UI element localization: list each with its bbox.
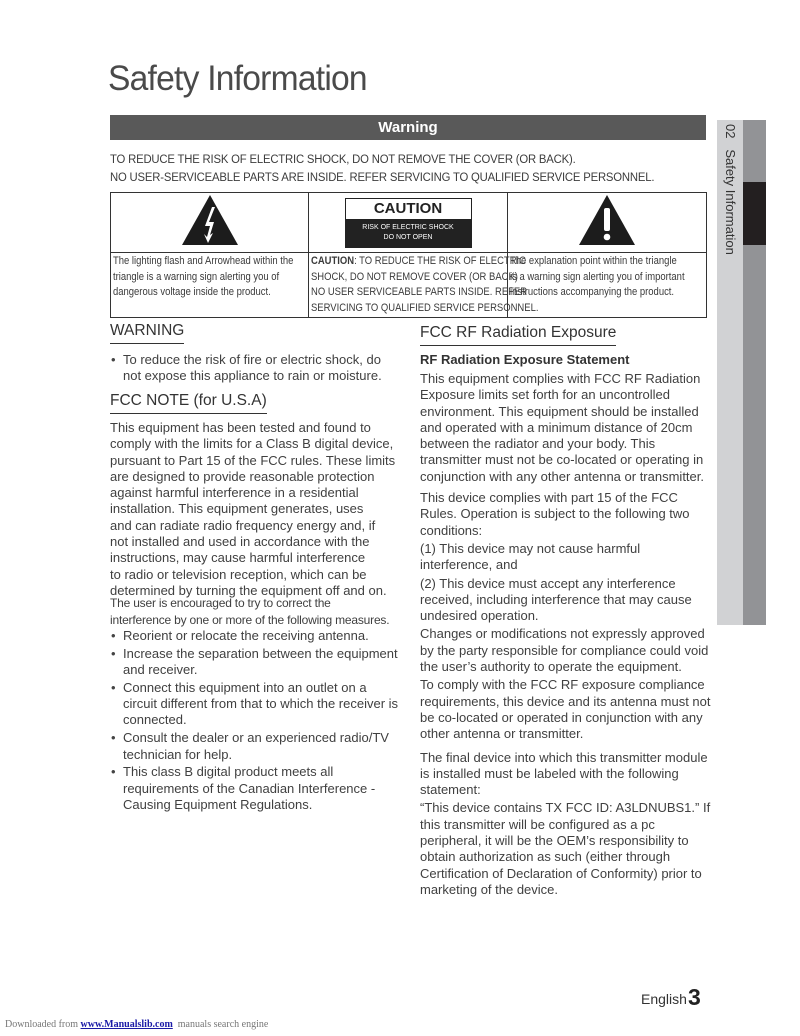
rf-exposure-body bbox=[420, 371, 712, 898]
caution-description bbox=[309, 253, 539, 318]
fcc-note-line: against harmful interference in a residential bbox=[110, 485, 359, 501]
section-number: 02 bbox=[723, 124, 738, 139]
desc-text: : TO REDUCE THE RISK OF ELECTRIC bbox=[354, 255, 526, 267]
caution-label bbox=[345, 198, 472, 248]
download-suffix: manuals search engine bbox=[172, 1019, 269, 1030]
desc-line: instructions accompanying the product. bbox=[510, 286, 675, 298]
caution-label-cell bbox=[309, 193, 508, 253]
warning-heading: WARNING bbox=[110, 322, 184, 344]
measure-bullet: • Reorient or relocate the receiving antenna. bbox=[110, 628, 400, 644]
section-tab-label[interactable] bbox=[717, 120, 743, 280]
exclamation-triangle-icon bbox=[577, 193, 637, 247]
page-title: Safety Information bbox=[108, 59, 367, 98]
desc-line: SHOCK, DO NOT REMOVE COVER (OR BACK) bbox=[311, 270, 518, 283]
measure-bullet: • Increase the separation between the equipment and receiver. bbox=[110, 646, 400, 679]
caution-subtext bbox=[346, 219, 471, 247]
desc-line: The explanation point within the triangle bbox=[510, 255, 677, 267]
manualslib-link[interactable]: www.Manualslib.com bbox=[80, 1019, 173, 1030]
footer-language: English bbox=[641, 991, 687, 1007]
desc-line: The lighting flash and Arrowhead within the bbox=[113, 255, 294, 267]
desc-line: SERVICING TO QUALIFIED SERVICE PERSONNEL. bbox=[311, 301, 539, 314]
section-tab-marker bbox=[743, 182, 766, 245]
caution-line-1: RISK OF ELECTRIC SHOCK bbox=[362, 223, 454, 231]
measure-bullet: • Consult the dealer or an experienced radio/TV technician for help. bbox=[110, 730, 400, 763]
fcc-encourage-text bbox=[110, 595, 410, 628]
fcc-note-line: instructions, may cause harmful interference bbox=[110, 550, 366, 566]
caution-title: CAUTION bbox=[373, 199, 443, 217]
desc-line bbox=[311, 254, 526, 270]
rf-exposure-heading: FCC RF Radiation Exposure bbox=[420, 324, 616, 346]
fcc-note-heading: FCC NOTE (for U.S.A) bbox=[110, 392, 267, 414]
page-number: 3 bbox=[688, 984, 701, 1010]
measure-bullet: • Connect this equipment into an outlet on a circuit different from that to which the receiver is connected. bbox=[110, 680, 400, 729]
desc-line: dangerous voltage inside the product. bbox=[113, 286, 271, 298]
fcc-note-line: pursuant to Part 15 of the FCC rules. These limits bbox=[110, 452, 396, 468]
fcc-note-line: This equipment has been tested and found to bbox=[110, 420, 371, 435]
rf-paragraph: Changes or modifications not expressly approved by the party responsible for compliance could void the user’s authority to operate the equipment. bbox=[420, 626, 709, 675]
desc-line: triangle is a warning sign alerting you of bbox=[113, 270, 280, 283]
encourage-line: interference by one or more of the following measures. bbox=[110, 612, 390, 627]
desc-line: NO USER SERVICEABLE PARTS INSIDE. REFER bbox=[311, 286, 528, 298]
fcc-note-line: and can radiate radio frequency energy and, if bbox=[110, 517, 376, 533]
lightning-triangle-icon bbox=[180, 193, 240, 247]
safety-symbols-table bbox=[110, 192, 707, 318]
section-label: Safety Information bbox=[723, 149, 738, 255]
fcc-note-line: to radio or television reception, which can be bbox=[110, 566, 367, 582]
lightning-symbol-cell bbox=[111, 193, 309, 253]
download-note bbox=[5, 1019, 268, 1030]
rf-statement-subheading: RF Radiation Exposure Statement bbox=[420, 352, 630, 367]
warning-line-1: TO REDUCE THE RISK OF ELECTRIC SHOCK, DO NOT REMOVE THE COVER (OR BACK). bbox=[110, 152, 576, 166]
fcc-note-body bbox=[110, 420, 410, 599]
caution-bold: CAUTION bbox=[311, 255, 355, 267]
fcc-note-line: comply with the limits for a Class B digital device, bbox=[110, 436, 394, 452]
rf-paragraph: “This device contains TX FCC ID: A3LDNUBS1.” If this transmitter will be configured as a pc peripheral, it will be the OEM’s responsibility to obtain authorization as such (either through Certification of Declaration of Conformity) prior to marketing of the device. bbox=[420, 800, 711, 897]
encourage-line: The user is encouraged to try to correct the bbox=[110, 596, 331, 610]
measure-bullet: • This class B digital product meets all requirements of the Canadian Interference - Causing Equipment Regulations. bbox=[110, 764, 400, 813]
rf-paragraph: This device complies with part 15 of the FCC Rules. Operation is subject to the following two conditions: bbox=[420, 490, 690, 538]
fcc-note-line: determined by turning the equipment off and on. bbox=[110, 582, 387, 598]
rf-paragraph: (2) This device must accept any interference received, including interference that may cause undesired operation. bbox=[420, 575, 692, 624]
warning-section bbox=[110, 352, 400, 386]
lightning-description bbox=[111, 253, 309, 318]
fcc-note-heading-wrap bbox=[110, 392, 267, 414]
rf-paragraph: This equipment complies with FCC RF Radiation Exposure limits set forth for an uncontrolled environment. This equipment should be installed and operated with a minimum distance of 20cm between the radiator and your body. This transmitter must not be co-located or operating in conjunction with any other antenna or transmitter. bbox=[420, 371, 704, 484]
warning-heading-wrap bbox=[110, 322, 184, 344]
rf-heading-wrap bbox=[420, 324, 616, 346]
fcc-note-line: installation. This equipment generates, uses bbox=[110, 501, 364, 517]
rf-paragraph: (1) This device may not cause harmful interference, and bbox=[420, 540, 641, 573]
warning-bullet: • To reduce the risk of fire or electric shock, do not expose this appliance to rain or moisture. bbox=[110, 352, 400, 385]
warning-bar: Warning bbox=[110, 115, 706, 140]
fcc-measures bbox=[110, 628, 400, 815]
rf-paragraph: To comply with the FCC RF exposure compliance requirements, this device and its antenna must not be co-located or operated in conjunction with any other antenna or transmitter. bbox=[420, 677, 711, 742]
fcc-note-line: not installed and used in accordance with the bbox=[110, 534, 370, 550]
warning-line-2: NO USER-SERVICEABLE PARTS ARE INSIDE. REFER SERVICING TO QUALIFIED SERVICE PERSONNEL. bbox=[110, 170, 655, 184]
exclamation-symbol-cell bbox=[508, 193, 707, 253]
download-prefix: Downloaded from bbox=[5, 1019, 81, 1030]
fcc-note-line: are designed to provide reasonable protection bbox=[110, 468, 375, 484]
rf-paragraph: The final device into which this transmitter module is installed must be labeled with the following statement: bbox=[420, 749, 708, 798]
desc-line: is a warning sign alerting you of important bbox=[510, 270, 685, 283]
caution-line-2: DO NOT OPEN bbox=[383, 233, 433, 241]
